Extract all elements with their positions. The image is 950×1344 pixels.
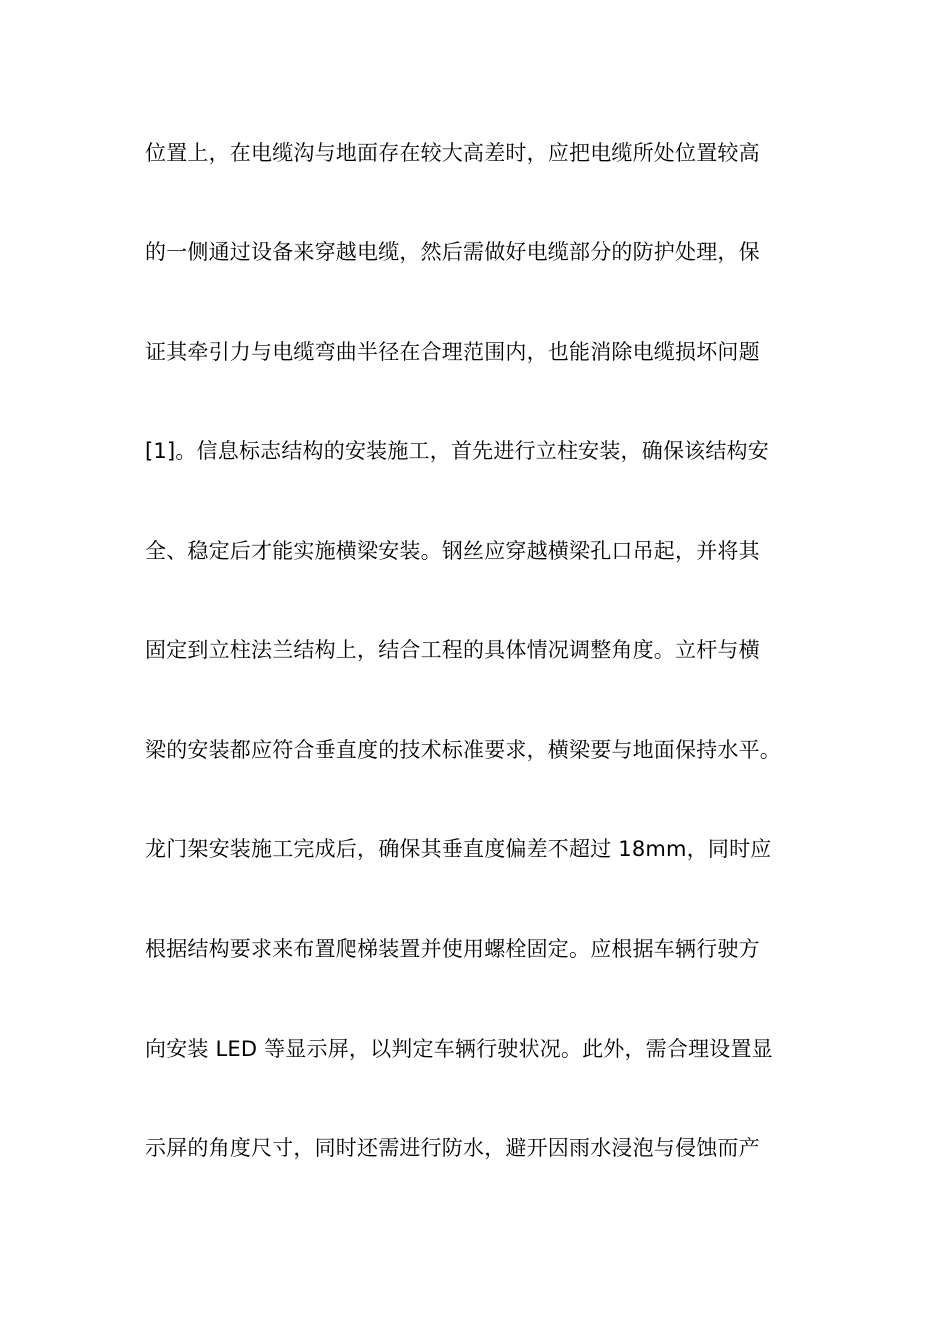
paragraph-line: 全、稳定后才能实施横梁安装。钢丝应穿越横梁孔口吊起，并将其 xyxy=(145,539,760,563)
paragraph-line: 向安装 LED 等显示屏，以判定车辆行驶状况。此外，需合理设置显 xyxy=(145,1037,773,1061)
paragraph-line: 根据结构要求来布置爬梯装置并使用螺栓固定。应根据车辆行驶方 xyxy=(145,937,760,961)
paragraph-line: 示屏的角度尺寸，同时还需进行防水，避开因雨水浸泡与侵蚀而产 xyxy=(145,1136,760,1160)
paragraph-line: [1]。信息标志结构的安装施工，首先进行立柱安装，确保该结构安 xyxy=(145,439,769,463)
paragraph-line: 梁的安装都应符合垂直度的技术标准要求，横梁要与地面保持水平。 xyxy=(145,738,781,762)
paragraph-line: 的一侧通过设备来穿越电缆，然后需做好电缆部分的防护处理，保 xyxy=(145,240,760,264)
paragraph-line: 证其牵引力与电缆弯曲半径在合理范围内，也能消除电缆损坏问题 xyxy=(145,340,760,364)
paragraph-line: 固定到立柱法兰结构上，结合工程的具体情况调整角度。立杆与横 xyxy=(145,638,760,662)
paragraph-line: 位置上，在电缆沟与地面存在较大高差时，应把电缆所处位置较高 xyxy=(145,141,760,165)
paragraph-line: 龙门架安装施工完成后，确保其垂直度偏差不超过 18mm，同时应 xyxy=(145,837,772,861)
